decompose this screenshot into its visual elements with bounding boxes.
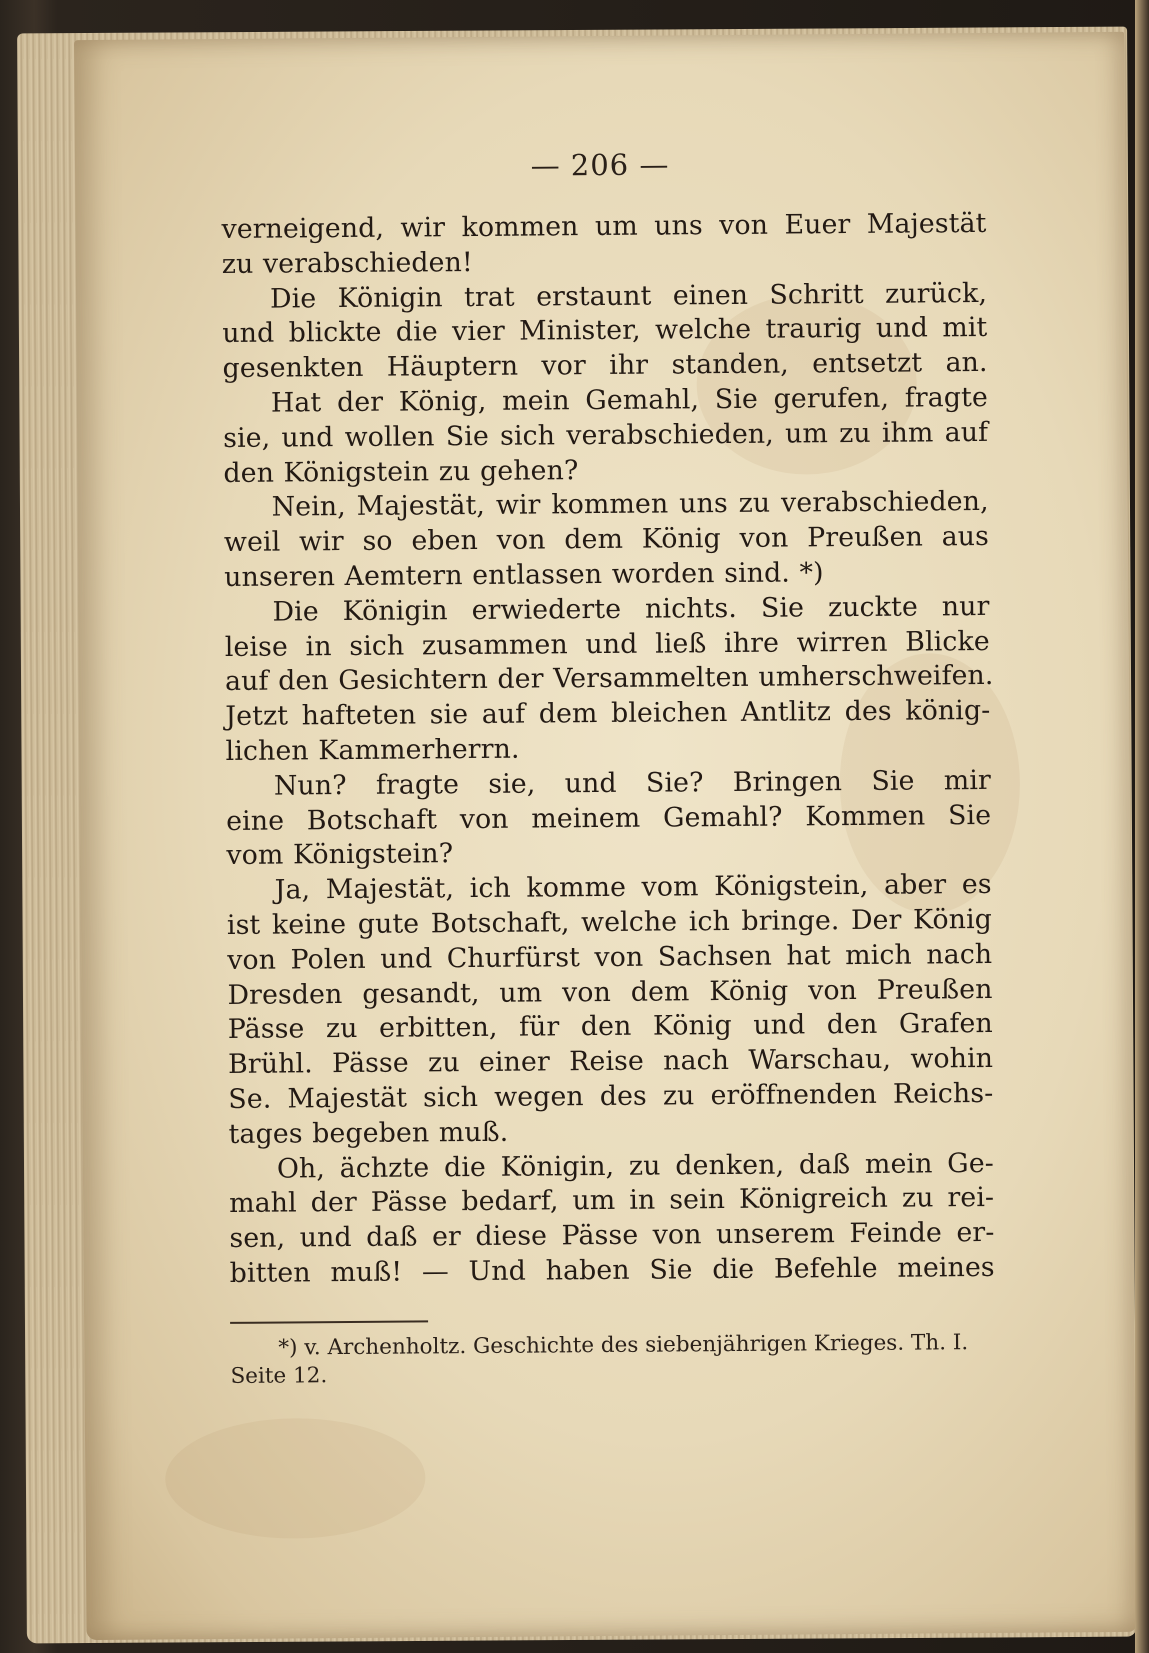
text-line: leise in sich zusammen und ließ ihre wirren Blicke bbox=[224, 625, 990, 663]
book-cover-edge bbox=[1135, 0, 1149, 1653]
text-line: Nein, Majestät, wir kommen uns zu verabschieden, bbox=[271, 486, 989, 523]
text-line: von Polen und Churfürst von Sachsen hat mich nach bbox=[227, 938, 993, 976]
body-text bbox=[221, 207, 994, 1292]
text-line: Die Königin trat erstaunt einen Schritt zurück, bbox=[269, 277, 988, 315]
footnote bbox=[230, 1329, 995, 1391]
text-line: den Königstein zu gehen? bbox=[223, 454, 579, 489]
text-line: und blickte die vier Minister, welche traurig und mit bbox=[222, 312, 988, 350]
footnote-divider bbox=[230, 1320, 428, 1324]
footnote-line: Seite 12. bbox=[230, 1363, 328, 1389]
text-line: verneigend, wir kommen um uns von Euer Majestät bbox=[221, 207, 987, 245]
text-line: zu verabschieden! bbox=[221, 246, 473, 280]
text-line: Dresden gesandt, um von dem König von Preußen bbox=[227, 973, 993, 1011]
page-number: — 206 — bbox=[530, 147, 670, 183]
text-line: gesenkten Häuptern vor ihr standen, entsetzt an. bbox=[222, 347, 988, 385]
text-line: Hat der König, mein Gemahl, Sie gerufen, fragte bbox=[270, 381, 988, 419]
text-line: lichen Kammerherrn. bbox=[225, 733, 520, 767]
footnote-line: *) v. Archenholtz. Geschichte des siebenjährigen Krieges. Th. I. bbox=[278, 1330, 969, 1361]
text-line: ist keine gute Botschaft, welche ich bringe. Der König bbox=[226, 903, 993, 941]
text-line: Die Königin erwiederte nichts. Sie zuckte nur bbox=[272, 590, 990, 628]
text-line: auf den Gesichtern der Versammelten umherschweifen. bbox=[224, 660, 994, 698]
text-line: Brühl. Pässe zu einer Reise nach Warschau, wohin bbox=[227, 1043, 994, 1081]
text-line: sen, und daß er diese Pässe von unserem Feinde er- bbox=[229, 1217, 995, 1255]
book-page bbox=[74, 32, 1137, 1640]
text-line: unseren Aemtern entlassen worden sind. *) bbox=[224, 557, 824, 593]
text-line: sie, und wollen Sie sich verabschieden, um zu ihm auf bbox=[223, 416, 989, 454]
text-line: eine Botschaft von meinem Gemahl? Kommen Sie bbox=[226, 799, 992, 837]
text-line: tages begeben muß. bbox=[228, 1116, 509, 1150]
paper-stain bbox=[165, 1417, 426, 1539]
text-line: vom Königstein? bbox=[226, 838, 454, 872]
text-line: Jetzt hafteten sie auf dem bleichen Antlitz des könig- bbox=[225, 695, 991, 733]
text-line: bitten muß! — Und haben Sie die Befehle meines bbox=[229, 1251, 995, 1289]
text-line: Oh, ächzte die Königin, zu denken, daß mein Ge- bbox=[276, 1147, 994, 1185]
text-line: Ja, Majestät, ich komme vom Königstein, aber es bbox=[274, 869, 992, 906]
text-line: Pässe zu erbitten, für den König und den Grafen bbox=[227, 1008, 993, 1046]
text-line: Se. Majestät sich wegen des zu eröffnenden Reichs- bbox=[228, 1077, 994, 1115]
text-line: mahl der Pässe bedarf, um in sein Königreich zu rei- bbox=[229, 1182, 995, 1220]
text-line: weil wir so eben von dem König von Preußen aus bbox=[223, 521, 990, 559]
text-line: Nun? fragte sie, und Sie? Bringen Sie mir bbox=[273, 764, 991, 802]
